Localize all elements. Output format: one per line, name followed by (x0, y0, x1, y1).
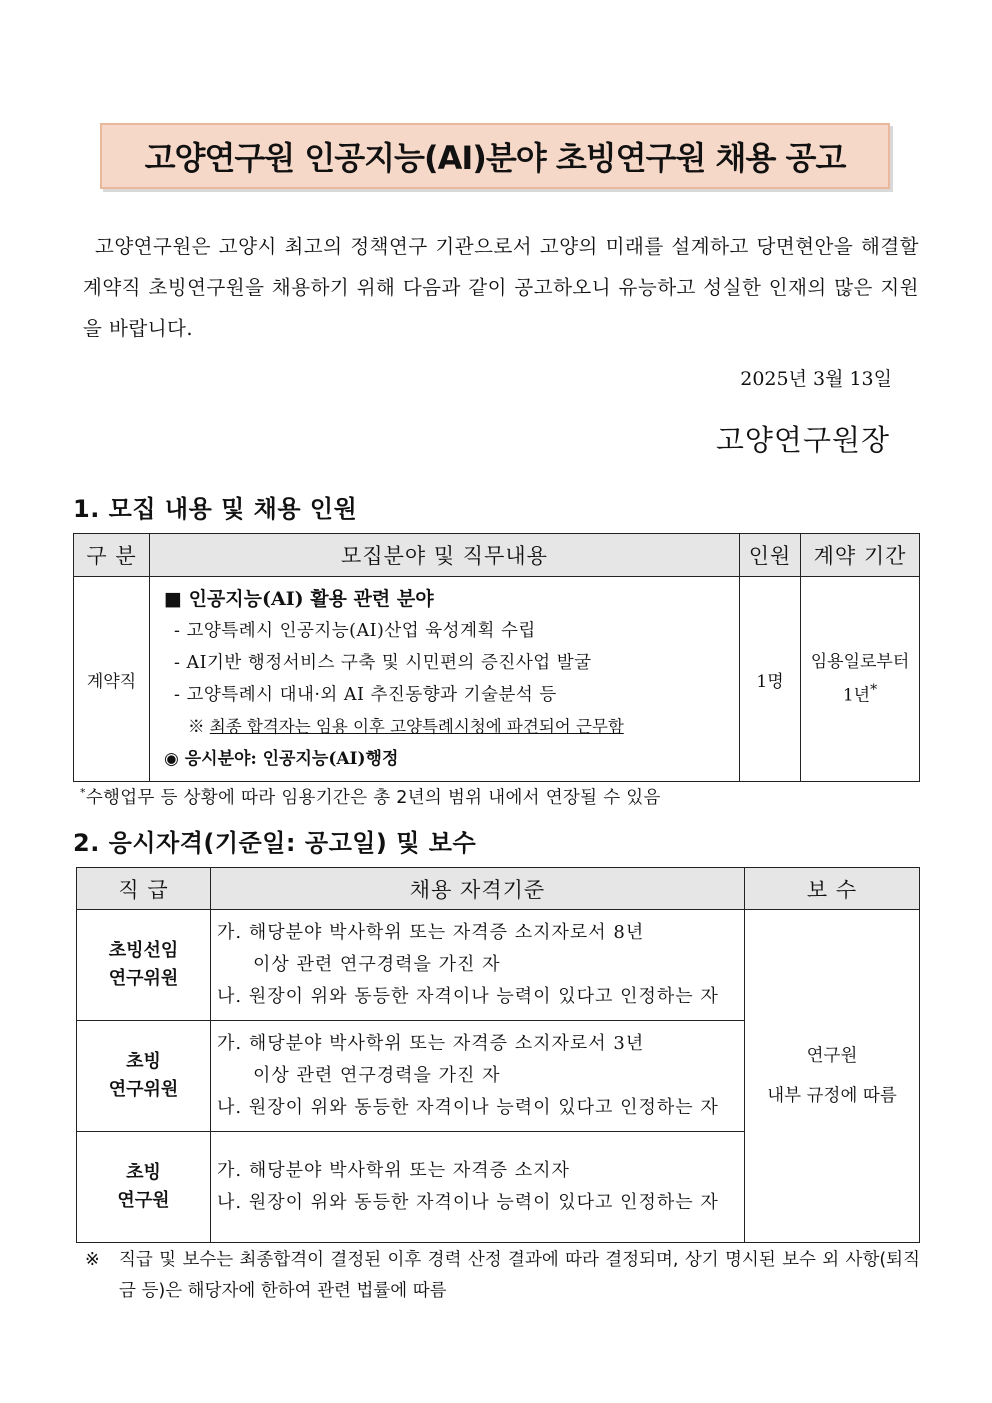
qualification-a-cont: 이상 관련 연구경력을 가진 자 (253, 1065, 501, 1086)
qualification-a-cont: 이상 관련 연구경력을 가진 자 (253, 954, 501, 975)
dispatch-note (164, 711, 739, 743)
table-row (74, 577, 920, 782)
recruitment-table (73, 533, 920, 782)
header-count: 인원 (740, 534, 801, 577)
intro-paragraph (83, 226, 919, 349)
header-category: 구 분 (74, 534, 150, 577)
rank-line: 연구위원 (108, 968, 179, 989)
qualification-a: 가. 해당분야 박사학위 또는 자격증 소지자 (217, 1160, 570, 1181)
qualification-table-header (77, 868, 920, 910)
category-cell: 계약직 (74, 577, 150, 782)
section1-title: 1. 모집 내용 및 채용 인원 (73, 495, 358, 523)
header-period: 계약 기간 (801, 534, 920, 577)
qualification-cell (211, 1021, 745, 1132)
table-row (77, 910, 920, 1021)
header-pay: 보 수 (745, 868, 920, 910)
intro-text: 고양연구원은 고양시 최고의 정책연구 기관으로서 고양의 미래를 설계하고 당면현안을 해결할 계약직 초빙연구원을 채용하기 위해 다음과 같이 공고하오니 유능하고 성실한 인재의 많은 지원을 바랍니다. (83, 235, 919, 340)
rank-cell (77, 910, 211, 1021)
signer: 고양연구원장 (715, 423, 890, 457)
note-mark: ※ (188, 717, 205, 736)
announcement-date: 2025년 3월 13일 (740, 368, 892, 390)
document-title: 고양연구원 인공지능(AI)분야 초빙연구원 채용 공고 (144, 139, 846, 177)
header-qualification: 채용 자격기준 (211, 868, 745, 910)
rank-line: 초빙 (126, 1051, 161, 1072)
note-text: 최종 합격자는 임용 이후 고양특례시청에 파견되어 근무함 (209, 717, 624, 736)
duty-cell (150, 577, 740, 782)
qualification-table (76, 867, 920, 1243)
qualification-cell (211, 910, 745, 1021)
field-heading: ■ 인공지능(AI) 활용 관련 분야 (164, 588, 434, 610)
rank-cell (77, 1132, 211, 1243)
header-rank: 직 급 (77, 868, 211, 910)
header-field: 모집분야 및 직무내용 (150, 534, 740, 577)
period-line1: 임용일로부터 (810, 652, 910, 673)
rank-line: 초빙 (126, 1162, 161, 1183)
apply-field: ◉ 응시분야: 인공지능(AI)행정 (164, 749, 399, 769)
rank-line: 연구위원 (108, 1079, 179, 1100)
pay-line: 연구원 (806, 1046, 858, 1066)
duty-item: - AI기반 행정서비스 구축 및 시민편의 증진사업 발굴 (174, 653, 592, 673)
rank-cell (77, 1021, 211, 1132)
count-cell: 1명 (740, 577, 801, 782)
footnote-text: 직급 및 보수는 최종합격이 결정된 이후 경력 산정 결과에 따라 결정되며, 상기 명시된 보수 외 사항(퇴직금 등)은 해당자에 한하여 관련 법률에 따름 (119, 1250, 920, 1301)
qualification-cell (211, 1132, 745, 1243)
footnote-text: 수행업무 등 상황에 따라 임용기간은 총 2년의 범위 내에서 연장될 수 있음 (85, 788, 661, 808)
qualification-a: 가. 해당분야 박사학위 또는 자격증 소지자로서 3년 (217, 1033, 645, 1054)
qualification-a: 가. 해당분야 박사학위 또는 자격증 소지자로서 8년 (217, 922, 645, 943)
duty-item: - 고양특례시 대내·외 AI 추진동향과 기술분석 등 (174, 685, 557, 705)
qualification-b: 나. 원장이 위와 동등한 자격이나 능력이 있다고 인정하는 자 (217, 986, 719, 1007)
section2-title: 2. 응시자격(기준일: 공고일) 및 보수 (73, 829, 477, 857)
duty-item: - 고양특례시 인공지능(AI)산업 육성계획 수립 (174, 621, 536, 641)
pay-line: 내부 규정에 따름 (767, 1086, 897, 1106)
title-banner (100, 123, 890, 189)
period-cell (801, 577, 920, 782)
footnote-mark: * (80, 786, 86, 800)
footnote-mark: ※ (85, 1250, 100, 1270)
qualification-b: 나. 원장이 위와 동등한 자격이나 능력이 있다고 인정하는 자 (217, 1097, 719, 1118)
period-line2: 1년* (842, 682, 878, 706)
rank-line: 초빙선임 (108, 940, 179, 961)
rank-line: 연구원 (117, 1190, 170, 1211)
section1-footnote (80, 784, 661, 809)
section2-footnote (85, 1245, 920, 1307)
recruitment-table-header (74, 534, 920, 577)
pay-cell (745, 910, 920, 1243)
period-mark: * (870, 682, 878, 699)
qualification-b: 나. 원장이 위와 동등한 자격이나 능력이 있다고 인정하는 자 (217, 1192, 719, 1213)
